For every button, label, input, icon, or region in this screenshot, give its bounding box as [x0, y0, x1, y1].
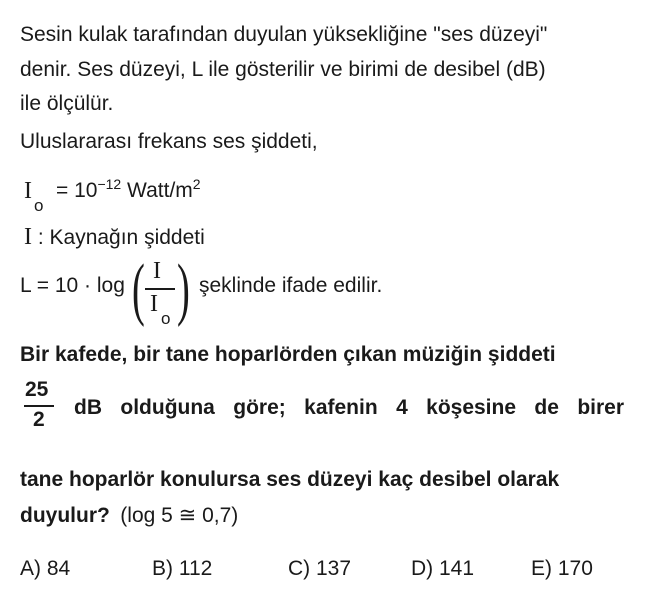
choice-b[interactable]: B) 112 — [152, 557, 213, 580]
question-line-4 — [20, 503, 238, 529]
intro-line-1: Sesin kulak tarafından duyulan yüksekliğine "ses düzeyi" — [20, 23, 548, 46]
formula-l — [20, 251, 480, 328]
intro-line-4: Uluslararası frekans ses şiddeti, — [20, 130, 318, 153]
io-symbol: I — [24, 178, 32, 204]
choice-a[interactable]: A) 84 — [20, 557, 71, 580]
question-ending: duyulur? — [20, 504, 110, 527]
l-denominator-sub: o — [161, 309, 171, 328]
fraction-numerator: 25 — [25, 378, 49, 401]
l-lhs: L = 10 · log — [20, 274, 125, 297]
question-fraction — [20, 374, 70, 438]
left-paren: ( — [132, 251, 145, 328]
question-line-1: Bir kafede, bir tane hoparlörden çıkan müziğin şiddeti — [20, 343, 556, 366]
io-unit: Watt/m — [121, 179, 193, 202]
l-denominator: I — [150, 291, 158, 317]
log-hint: (log 5 ≅ 0,7) — [120, 504, 239, 527]
l-tail: şeklinde ifade edilir. — [199, 274, 383, 297]
choice-c[interactable]: C) 137 — [288, 557, 352, 580]
right-paren: ) — [177, 251, 190, 328]
i-text: : Kaynağın şiddeti — [32, 226, 205, 249]
fraction-denominator: 2 — [33, 408, 45, 431]
fraction-bar — [145, 288, 175, 290]
intro-line-3: ile ölçülür. — [20, 92, 114, 115]
formula-io — [24, 172, 444, 218]
l-numerator: I — [153, 258, 161, 284]
choice-d[interactable]: D) 141 — [411, 557, 475, 580]
formula-i — [24, 224, 205, 251]
choice-e[interactable]: E) 170 — [531, 557, 593, 580]
io-eq: = 10 — [56, 179, 98, 202]
question-fraction-bar — [24, 405, 54, 407]
io-subscript: o — [34, 196, 44, 215]
intro-line-2: denir. Ses düzeyi, L ile gösterilir ve birimi de desibel (dB) — [20, 58, 546, 81]
question-line-3: tane hoparlör konulursa ses düzeyi kaç desibel olarak — [20, 468, 560, 491]
io-exponent: −12 — [97, 176, 122, 192]
i-symbol: I — [24, 224, 32, 250]
io-unit-exponent: 2 — [192, 176, 201, 192]
question-line-2: dB olduğuna göre; kafenin 4 köşesine de birer — [74, 396, 624, 419]
